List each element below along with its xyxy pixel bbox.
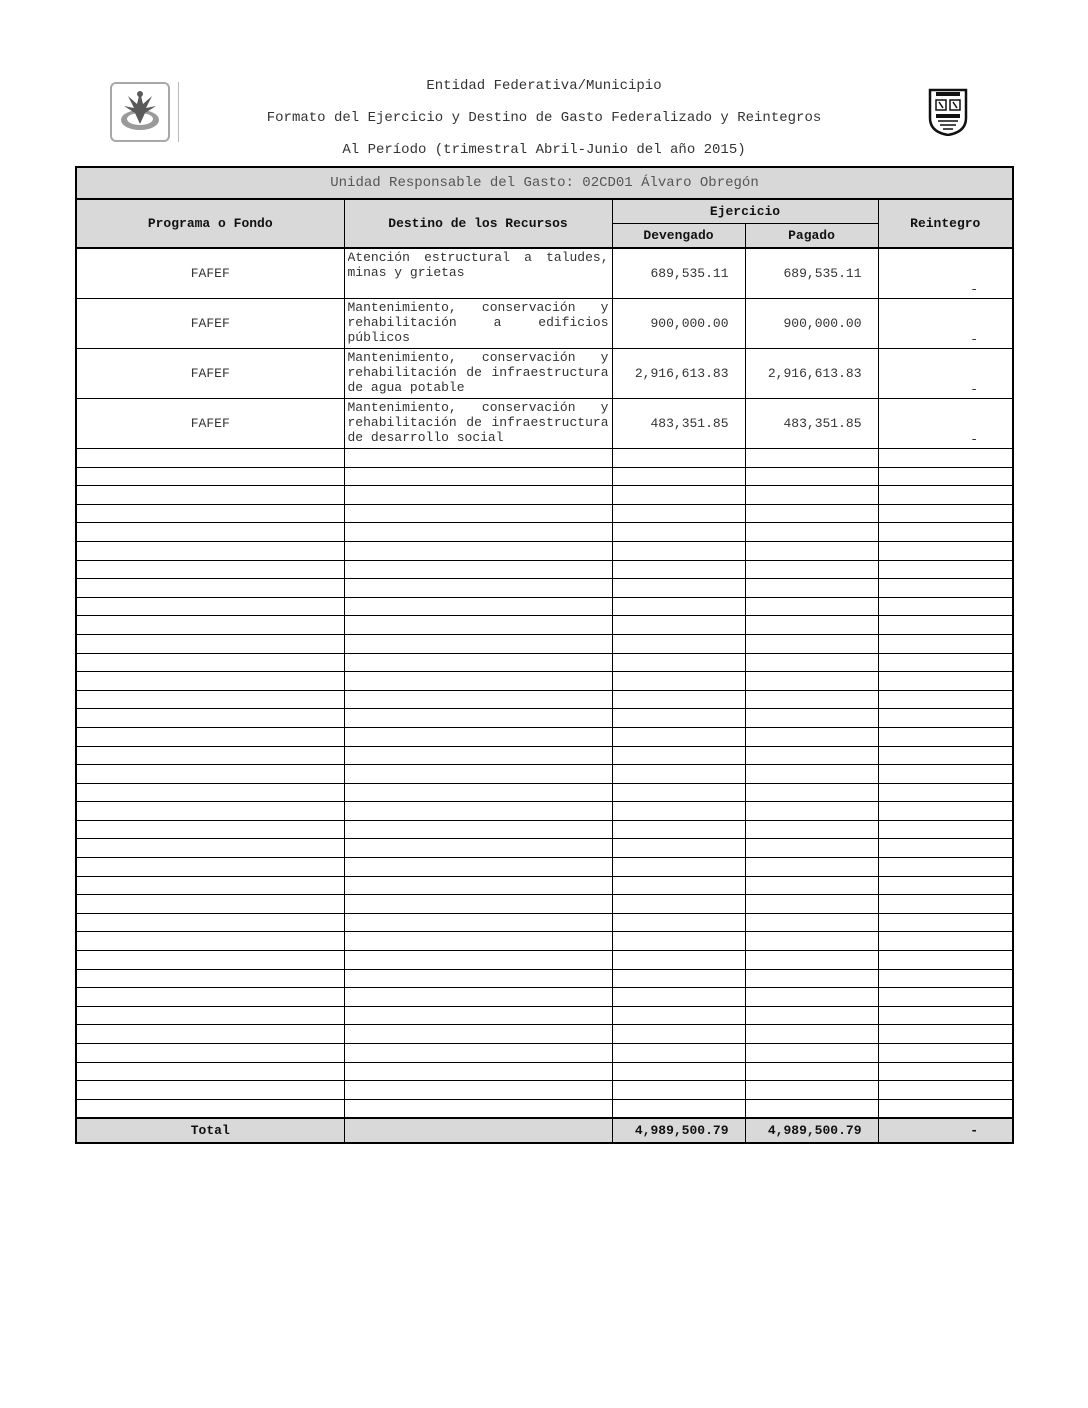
empty-cell (76, 449, 344, 468)
empty-cell (878, 523, 1013, 542)
empty-cell (878, 653, 1013, 672)
empty-row (76, 486, 1013, 505)
reintegro-cell: - (878, 248, 1013, 299)
empty-row (76, 1099, 1013, 1118)
empty-cell (745, 616, 878, 635)
empty-row (76, 802, 1013, 821)
empty-cell (76, 839, 344, 858)
pagado-cell: 2,916,613.83 (745, 349, 878, 399)
empty-cell (745, 1025, 878, 1044)
empty-cell (878, 727, 1013, 746)
empty-cell (344, 746, 612, 765)
empty-cell (76, 523, 344, 542)
empty-cell (745, 988, 878, 1007)
empty-cell (344, 858, 612, 877)
empty-cell (878, 709, 1013, 728)
devengado-cell: 2,916,613.83 (612, 349, 745, 399)
empty-cell (76, 486, 344, 505)
empty-cell (745, 653, 878, 672)
total-pagado: 4,989,500.79 (745, 1118, 878, 1143)
expense-report-table (75, 166, 1014, 1144)
empty-row (76, 504, 1013, 523)
header-row (76, 199, 1013, 224)
empty-cell (76, 1006, 344, 1025)
empty-cell (612, 560, 745, 579)
empty-cell (344, 634, 612, 653)
empty-cell (76, 820, 344, 839)
empty-cell (745, 579, 878, 598)
empty-row (76, 597, 1013, 616)
empty-cell (745, 467, 878, 486)
empty-cell (745, 820, 878, 839)
empty-cell (745, 541, 878, 560)
empty-cell (878, 1062, 1013, 1081)
empty-cell (612, 449, 745, 468)
empty-row (76, 523, 1013, 542)
empty-cell (612, 486, 745, 505)
empty-cell (612, 653, 745, 672)
empty-cell (878, 746, 1013, 765)
empty-cell (745, 727, 878, 746)
empty-cell (878, 858, 1013, 877)
empty-cell (344, 672, 612, 691)
empty-cell (76, 876, 344, 895)
empty-cell (76, 913, 344, 932)
empty-cell (878, 504, 1013, 523)
empty-cell (76, 672, 344, 691)
empty-cell (745, 672, 878, 691)
empty-cell (344, 1025, 612, 1044)
empty-cell (612, 765, 745, 784)
empty-cell (612, 876, 745, 895)
empty-cell (878, 932, 1013, 951)
empty-cell (344, 839, 612, 858)
empty-cell (745, 1062, 878, 1081)
total-label: Total (76, 1118, 344, 1143)
programa-cell: FAFEF (76, 248, 344, 299)
empty-cell (878, 913, 1013, 932)
empty-cell (344, 820, 612, 839)
col-header-destino: Destino de los Recursos (344, 199, 612, 248)
responsible-unit: Unidad Responsable del Gasto: 02CD01 Álvaro Obregón (76, 167, 1013, 199)
empty-cell (344, 653, 612, 672)
empty-cell (344, 1006, 612, 1025)
empty-row (76, 746, 1013, 765)
empty-cell (745, 895, 878, 914)
empty-cell (878, 876, 1013, 895)
empty-cell (344, 969, 612, 988)
empty-cell (344, 913, 612, 932)
table-row (76, 299, 1013, 349)
empty-cell (344, 486, 612, 505)
empty-cell (76, 653, 344, 672)
empty-cell (76, 616, 344, 635)
empty-cell (76, 858, 344, 877)
destino-text: Atención estructural a taludes, minas y grietas (347, 250, 609, 280)
empty-cell (344, 504, 612, 523)
empty-cell (76, 746, 344, 765)
empty-cell (878, 486, 1013, 505)
empty-cell (76, 504, 344, 523)
destino-cell (344, 299, 612, 349)
empty-cell (878, 672, 1013, 691)
empty-cell (878, 839, 1013, 858)
empty-cell (344, 597, 612, 616)
empty-cell (612, 932, 745, 951)
programa-cell: FAFEF (76, 399, 344, 449)
empty-cell (612, 951, 745, 970)
reintegro-cell: - (878, 299, 1013, 349)
empty-cell (344, 727, 612, 746)
empty-cell (612, 690, 745, 709)
empty-cell (344, 876, 612, 895)
empty-cell (745, 1081, 878, 1100)
empty-cell (612, 523, 745, 542)
empty-cell (612, 895, 745, 914)
city-coat-of-arms-icon (928, 88, 968, 136)
empty-row (76, 858, 1013, 877)
reintegro-cell: - (878, 349, 1013, 399)
empty-cell (878, 783, 1013, 802)
empty-cell (745, 951, 878, 970)
empty-cell (612, 746, 745, 765)
empty-cell (612, 783, 745, 802)
empty-cell (745, 597, 878, 616)
empty-row (76, 579, 1013, 598)
empty-cell (76, 467, 344, 486)
empty-cell (612, 1081, 745, 1100)
empty-cell (344, 560, 612, 579)
empty-cell (612, 504, 745, 523)
empty-cell (878, 597, 1013, 616)
empty-cell (745, 858, 878, 877)
empty-cell (344, 1081, 612, 1100)
empty-cell (76, 1081, 344, 1100)
empty-cell (878, 969, 1013, 988)
empty-cell (612, 1044, 745, 1063)
empty-cell (344, 988, 612, 1007)
empty-cell (612, 672, 745, 691)
empty-cell (745, 709, 878, 728)
empty-cell (878, 820, 1013, 839)
empty-row (76, 969, 1013, 988)
pagado-cell: 689,535.11 (745, 248, 878, 299)
entity-title: Entidad Federativa/Municipio (426, 78, 662, 94)
empty-cell (612, 467, 745, 486)
empty-cell (878, 560, 1013, 579)
empty-cell (76, 765, 344, 784)
empty-cell (612, 839, 745, 858)
empty-cell (76, 690, 344, 709)
empty-row (76, 634, 1013, 653)
empty-cell (745, 932, 878, 951)
destino-text: Mantenimiento, conservación y rehabilitación de infraestructura de agua potable (347, 350, 609, 395)
empty-cell (344, 765, 612, 784)
empty-cell (344, 1062, 612, 1081)
empty-cell (878, 951, 1013, 970)
empty-cell (344, 690, 612, 709)
empty-cell (76, 932, 344, 951)
destino-cell (344, 248, 612, 299)
empty-cell (76, 560, 344, 579)
empty-cell (612, 988, 745, 1007)
empty-cell (745, 765, 878, 784)
col-header-ejercicio: Ejercicio (612, 199, 878, 224)
empty-cell (76, 1062, 344, 1081)
empty-row (76, 951, 1013, 970)
empty-cell (745, 486, 878, 505)
empty-cell (612, 820, 745, 839)
empty-cell (76, 969, 344, 988)
empty-row (76, 783, 1013, 802)
reintegro-cell: - (878, 399, 1013, 449)
empty-cell (76, 802, 344, 821)
empty-cell (878, 1081, 1013, 1100)
empty-cell (745, 783, 878, 802)
empty-row (76, 1081, 1013, 1100)
empty-cell (344, 616, 612, 635)
empty-cell (878, 690, 1013, 709)
empty-cell (76, 951, 344, 970)
empty-cell (76, 709, 344, 728)
empty-cell (745, 839, 878, 858)
empty-row (76, 560, 1013, 579)
empty-row (76, 895, 1013, 914)
empty-row (76, 839, 1013, 858)
empty-cell (612, 634, 745, 653)
empty-cell (344, 541, 612, 560)
empty-row (76, 616, 1013, 635)
empty-cell (612, 1006, 745, 1025)
empty-cell (745, 746, 878, 765)
empty-cell (76, 1099, 344, 1118)
destino-cell (344, 399, 612, 449)
empty-cell (344, 709, 612, 728)
empty-row (76, 449, 1013, 468)
empty-row (76, 1025, 1013, 1044)
empty-cell (612, 541, 745, 560)
empty-cell (76, 895, 344, 914)
empty-cell (612, 802, 745, 821)
empty-cell (612, 1025, 745, 1044)
empty-cell (76, 1044, 344, 1063)
empty-cell (878, 1044, 1013, 1063)
destino-cell (344, 349, 612, 399)
empty-cell (612, 1099, 745, 1118)
empty-row (76, 1062, 1013, 1081)
empty-cell (745, 1006, 878, 1025)
empty-cell (745, 523, 878, 542)
angel-emblem-icon (110, 82, 170, 142)
empty-cell (878, 765, 1013, 784)
empty-cell (878, 802, 1013, 821)
empty-cell (745, 1044, 878, 1063)
empty-cell (612, 1062, 745, 1081)
empty-cell (878, 1006, 1013, 1025)
destino-text: Mantenimiento, conservación y rehabilitación de infraestructura de desarrollo social (347, 400, 609, 445)
empty-cell (878, 1099, 1013, 1118)
table-row (76, 349, 1013, 399)
total-devengado: 4,989,500.79 (612, 1118, 745, 1143)
empty-row (76, 541, 1013, 560)
empty-cell (745, 560, 878, 579)
col-header-pagado: Pagado (745, 224, 878, 249)
empty-row (76, 932, 1013, 951)
devengado-cell: 900,000.00 (612, 299, 745, 349)
empty-cell (344, 895, 612, 914)
empty-cell (344, 1099, 612, 1118)
empty-cell (878, 1025, 1013, 1044)
pagado-cell: 483,351.85 (745, 399, 878, 449)
empty-cell (76, 783, 344, 802)
total-reintegro: - (878, 1118, 1013, 1143)
empty-cell (745, 969, 878, 988)
period-title: Al Período (trimestral Abril-Junio del año 2015) (342, 142, 746, 158)
empty-cell (344, 951, 612, 970)
empty-cell (76, 541, 344, 560)
empty-cell (612, 858, 745, 877)
table-row (76, 248, 1013, 299)
empty-cell (344, 467, 612, 486)
empty-cell (878, 579, 1013, 598)
empty-cell (745, 504, 878, 523)
empty-row (76, 988, 1013, 1007)
empty-cell (612, 727, 745, 746)
empty-cell (612, 616, 745, 635)
empty-row (76, 709, 1013, 728)
empty-cell (878, 541, 1013, 560)
empty-cell (76, 597, 344, 616)
empty-cell (612, 913, 745, 932)
empty-cell (612, 709, 745, 728)
unit-row (76, 167, 1013, 199)
empty-cell (344, 783, 612, 802)
empty-cell (878, 616, 1013, 635)
empty-cell (344, 579, 612, 598)
empty-cell (344, 523, 612, 542)
format-title: Formato del Ejercicio y Destino de Gasto Federalizado y Reintegros (266, 110, 822, 126)
empty-cell (745, 634, 878, 653)
table-row (76, 399, 1013, 449)
pagado-cell: 900,000.00 (745, 299, 878, 349)
col-header-reintegro: Reintegro (878, 199, 1013, 248)
logo-divider (178, 82, 179, 142)
empty-row (76, 467, 1013, 486)
programa-cell: FAFEF (76, 349, 344, 399)
devengado-cell: 483,351.85 (612, 399, 745, 449)
empty-cell (76, 988, 344, 1007)
empty-cell (612, 597, 745, 616)
programa-cell: FAFEF (76, 299, 344, 349)
empty-cell (612, 969, 745, 988)
total-destino-cell (344, 1118, 612, 1143)
empty-cell (76, 727, 344, 746)
empty-cell (76, 579, 344, 598)
col-header-programa: Programa o Fondo (76, 199, 344, 248)
empty-row (76, 1006, 1013, 1025)
empty-row (76, 672, 1013, 691)
empty-cell (878, 449, 1013, 468)
empty-cell (344, 1044, 612, 1063)
empty-row (76, 876, 1013, 895)
total-row (76, 1118, 1013, 1143)
empty-cell (344, 449, 612, 468)
empty-cell (745, 1099, 878, 1118)
empty-cell (344, 802, 612, 821)
empty-cell (344, 932, 612, 951)
devengado-cell: 689,535.11 (612, 248, 745, 299)
empty-row (76, 1044, 1013, 1063)
col-header-devengado: Devengado (612, 224, 745, 249)
empty-row (76, 820, 1013, 839)
empty-row (76, 913, 1013, 932)
empty-cell (76, 634, 344, 653)
empty-cell (745, 876, 878, 895)
empty-cell (76, 1025, 344, 1044)
empty-cell (612, 579, 745, 598)
empty-row (76, 765, 1013, 784)
empty-row (76, 653, 1013, 672)
empty-cell (878, 467, 1013, 486)
empty-cell (878, 988, 1013, 1007)
empty-cell (745, 802, 878, 821)
empty-cell (878, 634, 1013, 653)
empty-row (76, 690, 1013, 709)
empty-cell (745, 913, 878, 932)
empty-cell (878, 895, 1013, 914)
empty-row (76, 727, 1013, 746)
empty-cell (745, 449, 878, 468)
empty-cell (745, 690, 878, 709)
destino-text: Mantenimiento, conservación y rehabilitación a edificios públicos (347, 300, 609, 345)
